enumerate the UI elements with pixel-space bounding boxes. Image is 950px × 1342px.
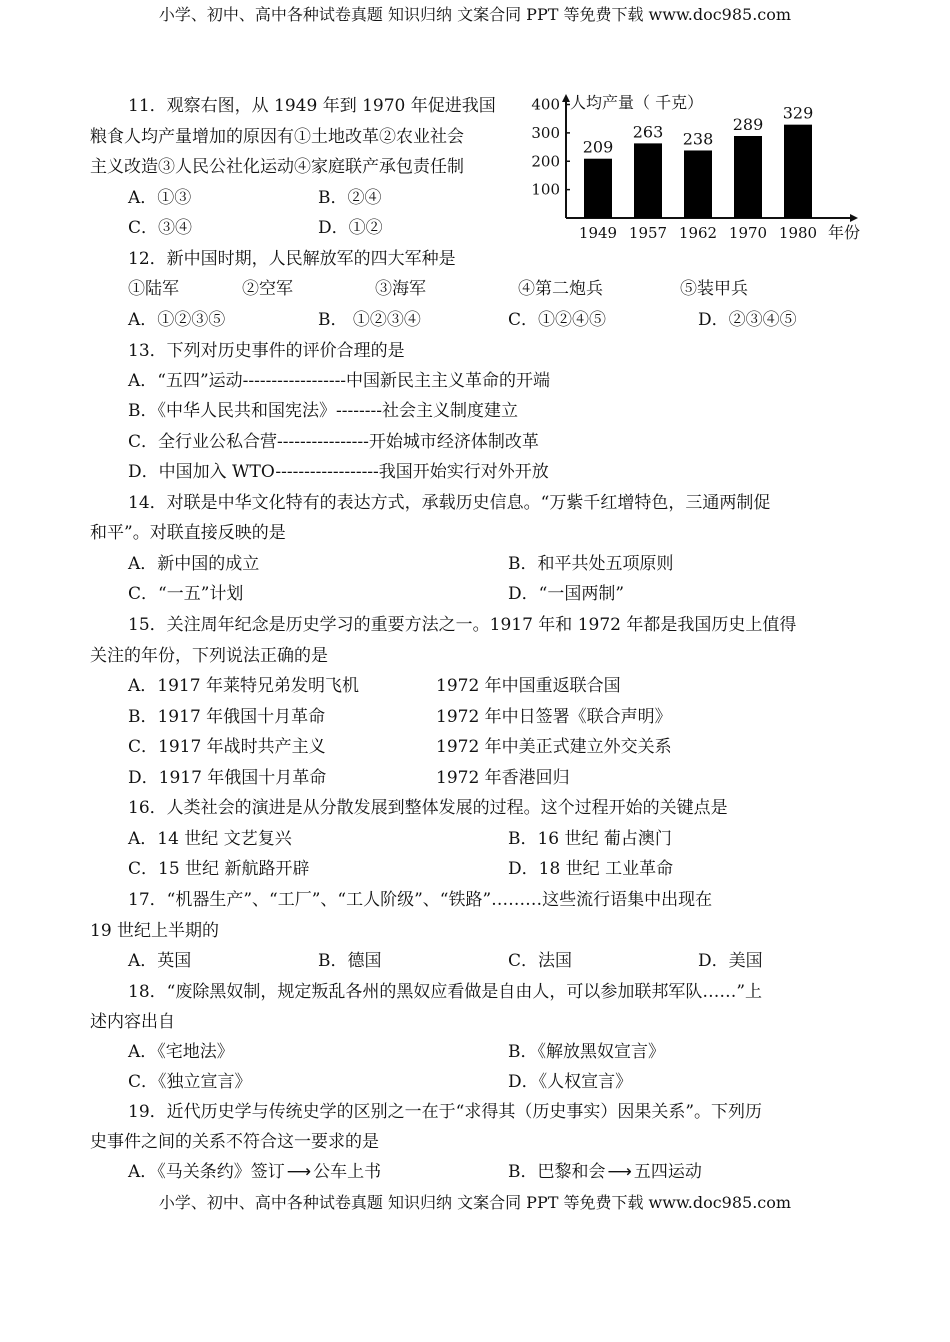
bar-1970 <box>734 136 762 218</box>
q17-option-a: A．英国 <box>128 951 192 971</box>
x-tick-label: 1957 <box>628 224 668 242</box>
q17-line-1: 17．“机器生产”、“工厂”、“工人阶级”、“铁路”………这些流行语集中出现在 <box>128 890 713 910</box>
q15-option-d-left: D．1917 年俄国十月革命 <box>128 768 327 788</box>
q13-option-b: B．《中华人民共和国宪法》--------社会主义制度建立 <box>128 401 518 421</box>
bar-value-label: 209 <box>582 137 614 157</box>
y-tick-label: 300 <box>531 123 560 142</box>
bar-value-label: 329 <box>782 103 814 123</box>
x-tick-label: 1949 <box>578 224 618 242</box>
q12-item-1: ①陆军 <box>128 279 179 299</box>
q19-line-2: 史事件之间的关系不符合这一要求的是 <box>90 1132 379 1152</box>
q19-option-b-effect: 五四运动 <box>633 1162 702 1182</box>
q14-line-2: 和平”。对联直接反映的是 <box>90 523 286 543</box>
q13-stem: 13．下列对历史事件的评价合理的是 <box>128 341 405 361</box>
footer-banner: 小学、初中、高中各种试卷真题 知识归纳 文案合同 PPT 等免费下载 www.doc985.com <box>158 1193 792 1212</box>
x-tick-label: 1980 <box>778 224 818 242</box>
q12-option-b: B． ①②③④ <box>318 310 421 330</box>
bar-1957 <box>634 143 662 218</box>
q15-option-c-right: 1972 年中美正式建立外交关系 <box>436 737 672 757</box>
q11-option-c: C．③④ <box>128 218 193 238</box>
q15-option-a-left: A．1917 年莱特兄弟发明飞机 <box>128 676 359 696</box>
y-tick-label: 400 <box>531 95 560 114</box>
bar-value-label: 238 <box>682 129 714 149</box>
bar-1962 <box>684 150 712 218</box>
q11-line-3: 主义改造③人民公社化运动④家庭联产承包责任制 <box>90 157 464 177</box>
q15-option-d-right: 1972 年香港回归 <box>436 768 570 788</box>
q11-line-1: 11．观察右图，从 1949 年到 1970 年促进我国 <box>128 96 496 116</box>
y-tick-label: 200 <box>531 152 560 171</box>
q12-item-5: ⑤装甲兵 <box>680 279 748 299</box>
q11-option-a: A．①③ <box>128 188 192 208</box>
right-arrow-icon: ⟶ <box>286 1162 312 1182</box>
q16-option-a: A．14 世纪 文艺复兴 <box>128 829 292 849</box>
q15-line-1: 15．关注周年纪念是历史学习的重要方法之一。1917 年和 1972 年都是我国历史上值得 <box>128 615 797 635</box>
q14-line-1: 14．对联是中华文化特有的表达方式，承载历史信息。“万紫千红增特色，三通两制促 <box>128 493 771 513</box>
q19-option-a-effect: 公车上书 <box>313 1162 382 1182</box>
header-banner: 小学、初中、高中各种试卷真题 知识归纳 文案合同 PPT 等免费下载 www.doc985.com <box>158 5 792 24</box>
q15-option-a-right: 1972 年中国重返联合国 <box>436 676 621 696</box>
q17-option-c: C．法国 <box>508 951 573 971</box>
q15-line-2: 关注的年份，下列说法正确的是 <box>90 646 328 666</box>
q17-option-d: D．美国 <box>698 951 763 971</box>
q15-option-b-right: 1972 年中日签署《联合声明》 <box>436 707 672 727</box>
q13-option-d: D．中国加入 WTO------------------我国开始实行对外开放 <box>128 462 549 482</box>
q12-item-2: ②空军 <box>242 279 293 299</box>
q18-option-d: D．《人权宣言》 <box>508 1072 633 1092</box>
q16-option-c: C．15 世纪 新航路开辟 <box>128 859 310 879</box>
x-axis-label: 年份 <box>827 223 860 242</box>
q18-line-1: 18．“废除黑奴制，规定叛乱各州的黑奴应看做是自由人，可以参加联邦军队……”上 <box>128 982 763 1002</box>
q19-option-a <box>128 1161 381 1183</box>
q18-line-2: 述内容出自 <box>90 1012 175 1032</box>
q18-option-a: A．《宅地法》 <box>128 1042 234 1062</box>
q14-option-b: B．和平共处五项原则 <box>508 554 674 574</box>
y-axis-label: 人均产量（ 千克） <box>570 93 704 112</box>
q11-line-2: 粮食人均产量增加的原因有①土地改革②农业社会 <box>90 127 464 147</box>
y-tick-label: 100 <box>531 180 560 199</box>
bar-1980 <box>784 125 812 218</box>
x-axis-arrow-icon <box>850 214 858 222</box>
x-tick-label: 1970 <box>728 224 768 242</box>
q14-option-d: D．“一国两制” <box>508 584 625 604</box>
q11-option-d: D．①② <box>318 218 383 238</box>
q12-option-c: C．①②④⑤ <box>508 310 607 330</box>
q12-item-3: ③海军 <box>375 279 426 299</box>
q19-line-1: 19．近代历史学与传统史学的区别之一在于“求得其（历史事实）因果关系”。下列历 <box>128 1102 763 1122</box>
q17-option-b: B．德国 <box>318 951 382 971</box>
q19-option-b-cause: B．巴黎和会 <box>508 1162 606 1182</box>
q12-item-4: ④第二炮兵 <box>518 279 603 299</box>
y-axis-arrow-icon <box>562 94 570 102</box>
q18-option-b: B．《解放黑奴宣言》 <box>508 1042 665 1062</box>
q12-option-d: D．②③④⑤ <box>698 310 797 330</box>
q16-stem: 16．人类社会的演进是从分散发展到整体发展的过程。这个过程开始的关键点是 <box>128 798 728 818</box>
q14-option-c: C．“一五”计划 <box>128 584 244 604</box>
grain-per-capita-bar-chart <box>520 88 880 248</box>
q12-stem: 12．新中国时期，人民解放军的四大军种是 <box>128 249 456 269</box>
q13-option-c: C．全行业公私合营----------------开始城市经济体制改革 <box>128 432 539 452</box>
q16-option-b: B．16 世纪 葡占澳门 <box>508 829 672 849</box>
q19-option-b <box>508 1161 702 1183</box>
q16-option-d: D．18 世纪 工业革命 <box>508 859 674 879</box>
q19-option-a-cause: A．《马关条约》签订 <box>128 1162 285 1182</box>
q17-line-2: 19 世纪上半期的 <box>90 921 220 941</box>
q18-option-c: C．《独立宣言》 <box>128 1072 252 1092</box>
q11-option-b: B．②④ <box>318 188 382 208</box>
q12-option-a: A．①②③⑤ <box>128 310 226 330</box>
x-tick-label: 1962 <box>678 224 718 242</box>
q14-option-a: A．新中国的成立 <box>128 554 260 574</box>
q15-option-c-left: C．1917 年战时共产主义 <box>128 737 326 757</box>
q13-option-a: A．“五四”运动------------------中国新民主主义革命的开端 <box>128 371 551 391</box>
bar-value-label: 263 <box>632 122 664 142</box>
q15-option-b-left: B．1917 年俄国十月革命 <box>128 707 326 727</box>
bar-value-label: 289 <box>732 115 764 135</box>
right-arrow-icon: ⟶ <box>607 1162 632 1182</box>
bar-1949 <box>584 159 612 218</box>
